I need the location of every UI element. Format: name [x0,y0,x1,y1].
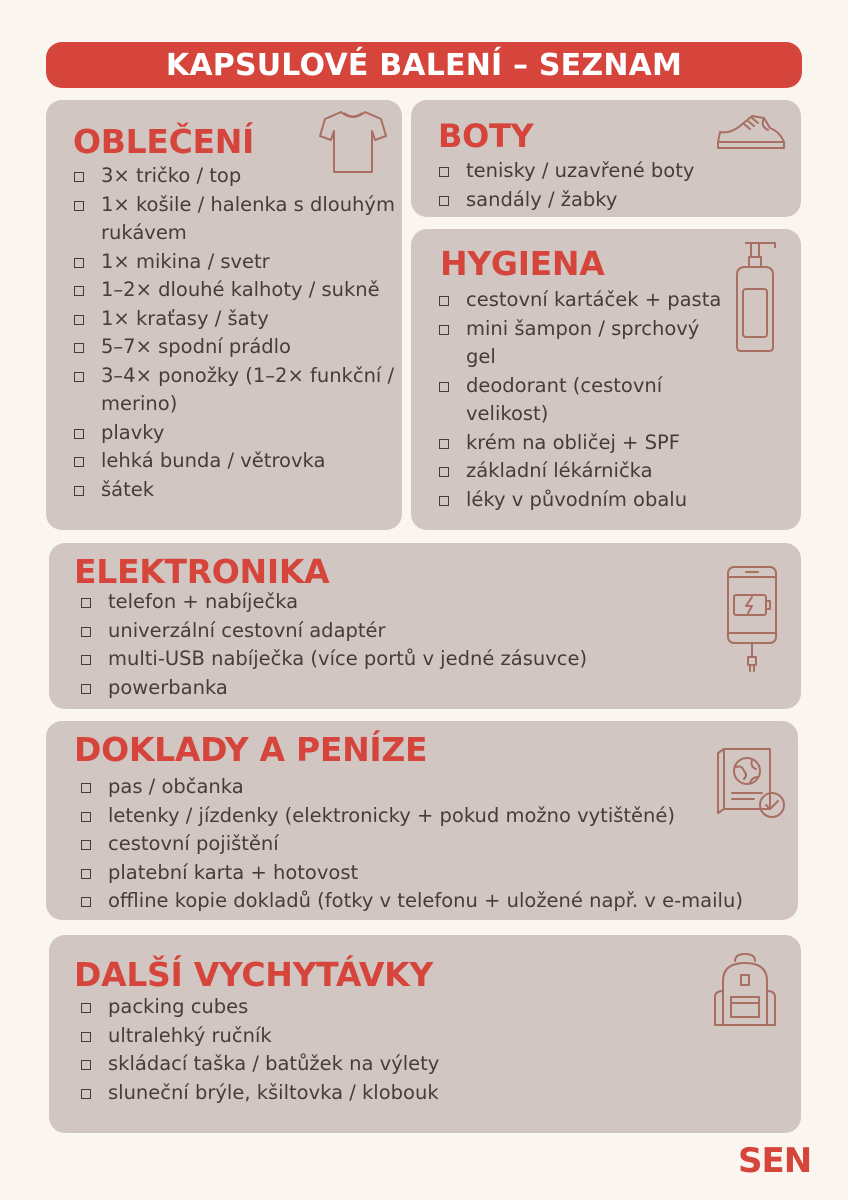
checkbox[interactable] [81,684,91,694]
list-item: letenky / jízdenky (elektronicky + pokud možno vytištěné) [81,802,791,831]
section-title-doklady: DOKLADY A PENÍZE [74,730,428,769]
checkbox[interactable] [74,457,84,467]
list-item: 3–4× ponožky (1–2× funkční / merino) [74,362,404,419]
checkbox[interactable] [74,201,84,211]
checkbox[interactable] [439,167,449,177]
checkbox[interactable] [74,258,84,268]
list-item: šátek [74,476,404,505]
section-title-obleceni: OBLEČENÍ [73,122,255,161]
page-title: KAPSULOVÉ BALENÍ – SEZNAM [165,47,683,83]
checkbox[interactable] [439,496,449,506]
brand-logo: SEN [738,1141,812,1181]
list-item: platební karta + hotovost [81,859,791,888]
phone-charging-icon [724,563,780,675]
list-item: 1–2× dlouhé kalhoty / sukně [74,276,404,305]
pump-bottle-icon [731,239,781,354]
list-item: základní lékárnička [439,457,729,486]
section-title-hygiena: HYGIENA [440,244,605,283]
checkbox[interactable] [81,1089,91,1099]
section-elektronika [49,543,801,709]
section-obleceni [46,100,402,530]
list-item: pas / občanka [81,773,791,802]
list-item: krém na obličej + SPF [439,429,729,458]
checkbox[interactable] [81,1032,91,1042]
list-item: 1× kraťasy / šaty [74,305,404,334]
list-item: cestovní pojištění [81,830,791,859]
checkbox[interactable] [81,627,91,637]
list-item: univerzální cestovní adaptér [81,617,721,646]
checkbox[interactable] [81,598,91,608]
checkbox[interactable] [74,372,84,382]
checkbox[interactable] [439,467,449,477]
list-item: 1× košile / halenka s dlouhým rukávem [74,191,404,248]
list-item: packing cubes [81,993,721,1022]
checkbox[interactable] [81,840,91,850]
list-boty [439,157,789,214]
page-title-banner [46,42,802,88]
checkbox[interactable] [74,315,84,325]
list-item: deodorant (cestovní velikost) [439,372,729,429]
section-title-elektronika: ELEKTRONIKA [74,552,330,591]
list-item: sandály / žabky [439,186,789,215]
section-doklady [46,721,798,920]
list-item: offline kopie dokladů (fotky v telefonu + uložené např. v e-mailu) [81,887,791,916]
list-item: mini šampon / sprchový gel [439,315,729,372]
checkbox[interactable] [81,783,91,793]
checkbox[interactable] [81,655,91,665]
list-item: plavky [74,419,404,448]
list-item: powerbanka [81,674,721,703]
list-item: multi-USB nabíječka (více portů v jedné zásuvce) [81,645,721,674]
list-item: 1× mikina / svetr [74,248,404,277]
checkbox[interactable] [74,486,84,496]
list-item: 3× tričko / top [74,162,404,191]
checkbox[interactable] [74,172,84,182]
checkbox[interactable] [81,897,91,907]
list-item: lehká bunda / větrovka [74,447,404,476]
list-item: ultralehký ručník [81,1022,721,1051]
list-doklady [81,773,791,916]
section-boty [411,100,801,217]
list-elektronika [81,588,721,702]
checkbox[interactable] [81,812,91,822]
list-item: telefon + nabíječka [81,588,721,617]
checkbox[interactable] [439,325,449,335]
checkbox[interactable] [81,1060,91,1070]
list-hygiena [439,286,729,514]
checkbox[interactable] [439,382,449,392]
section-vychytavky [49,935,801,1133]
list-item: cestovní kartáček + pasta [439,286,729,315]
list-item: 5–7× spodní prádlo [74,333,404,362]
section-title-vychytavky: DALŠÍ VYCHYTÁVKY [74,955,433,994]
section-title-boty: BOTY [438,117,534,155]
list-obleceni [74,162,404,504]
checkbox[interactable] [74,286,84,296]
checkbox[interactable] [439,196,449,206]
checkbox[interactable] [81,1003,91,1013]
list-vychytavky [81,993,721,1107]
list-item: tenisky / uzavřené boty [439,157,789,186]
list-item: sluneční brýle, kšiltovka / klobouk [81,1079,721,1108]
section-hygiena [411,229,801,530]
list-item: léky v původním obalu [439,486,729,515]
list-item: skládací taška / batůžek na výlety [81,1050,721,1079]
checkbox[interactable] [81,869,91,879]
checkbox[interactable] [74,429,84,439]
checkbox[interactable] [439,439,449,449]
checkbox[interactable] [439,296,449,306]
sneaker-icon [714,112,788,156]
checkbox[interactable] [74,343,84,353]
